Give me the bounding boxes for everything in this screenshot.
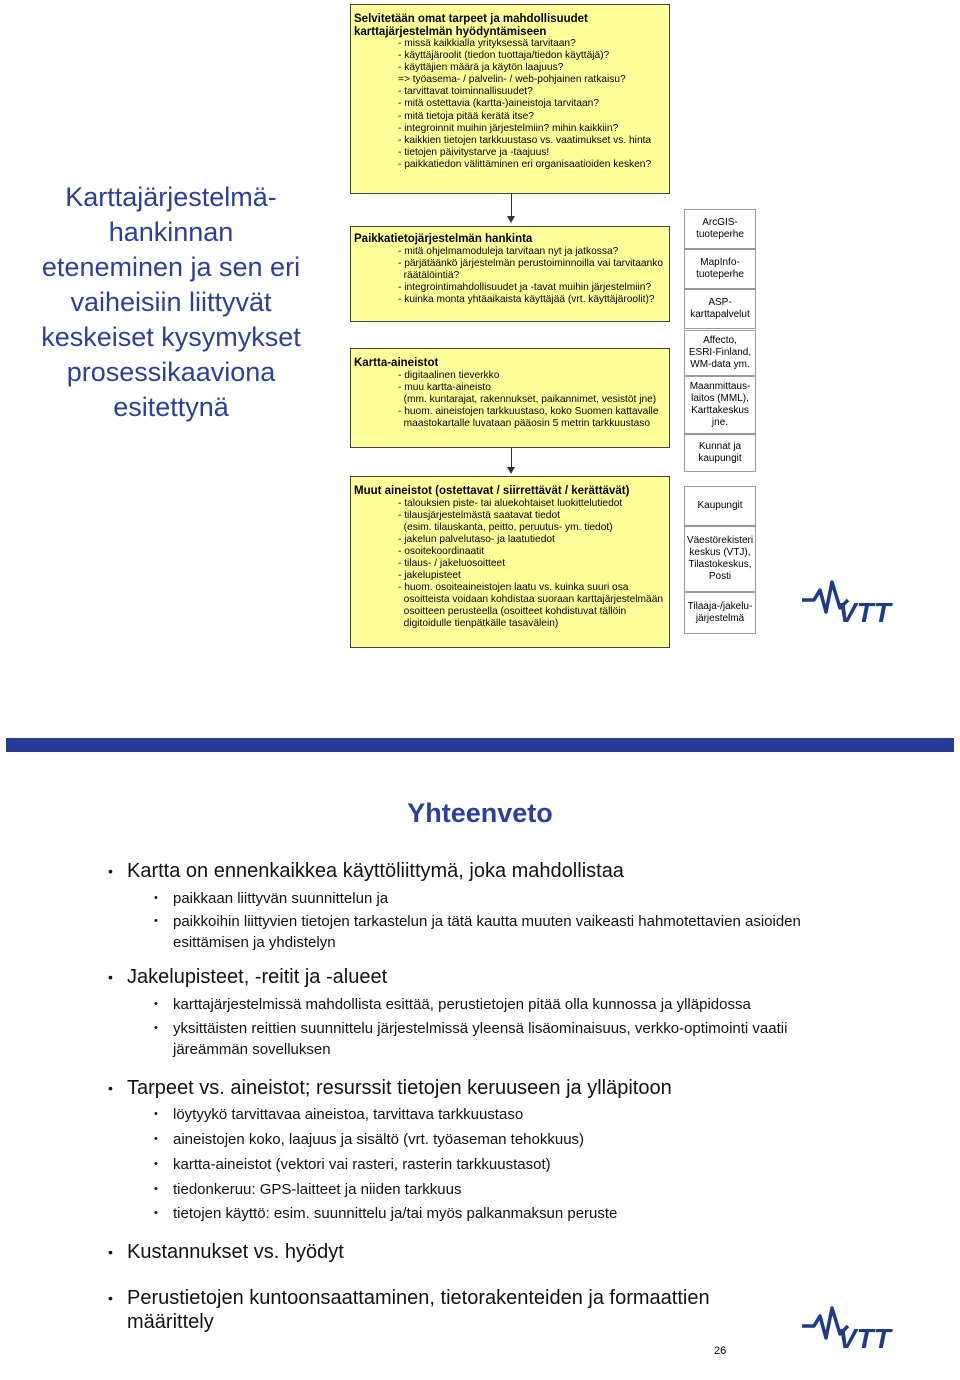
vtt-logo-text: VTT [838, 597, 891, 626]
bullet [110, 1240, 344, 1264]
map-data-item: - muu kartta-aineisto [398, 381, 491, 393]
bullet [110, 965, 387, 989]
vendor-label: ASP- karttapalvelut [690, 297, 750, 320]
needs-box [350, 4, 670, 194]
needs-item: - tietojen päivitystarve ja -taajuus! [398, 146, 550, 158]
flow-arrow [511, 448, 512, 468]
sub-bullet [156, 1203, 846, 1224]
vtt-logo-text: VTT [838, 1323, 891, 1352]
gis-box [350, 226, 670, 322]
gis-item: - pärjätäänkö järjestelmän perustoiminnoilla vai tarvitaanko [398, 257, 664, 269]
needs-box-title: Selvitetään omat tarpeet ja mahdollisuudet [354, 13, 588, 25]
gis-box-title: Paikkatietojärjestelmän hankinta [354, 233, 533, 245]
bullet [110, 1286, 790, 1334]
map-data-item: - huom. aineistojen tarkkuustaso, koko Suomen kattavalle [398, 405, 659, 417]
sub-bullet-text: • löytyykö tarvittavaa aineistoa, tarvittava tarkkuustaso [173, 1106, 524, 1123]
needs-item: - missä kaikkialla yrityksessä tarvitaan? [398, 38, 576, 49]
map-data-item: (mm. kuntarajat, rakennukset, paikannimet, vesistöt jne) [398, 393, 657, 405]
needs-item: - mitä tietoja pitää kerätä itse? [398, 110, 534, 122]
sub-bullet-text: • paikkoihin liittyvien tietojen tarkastelun ja tätä kautta muuten vaikeasti hahmotettavien asioiden esittämisen ja yhdistelyn [173, 913, 801, 951]
title-line: Karttajärjestelmä- [65, 182, 277, 212]
other-data-item: - talouksien piste- tai aluekohtaiset luokittelutiedot [398, 497, 623, 509]
supplier-box [684, 330, 756, 376]
source-box [684, 376, 756, 434]
sub-bullet-text: • yksittäisten reittien suunnittelu järjestelmissä yleensä lisäominaisuus, verkko-optimointi vaatii järeämmän sovelluksen [173, 1020, 788, 1058]
slide-separator-bar [6, 738, 954, 752]
sub-bullet-text: • tiedonkeruu: GPS-laitteet ja niiden tarkkuus [173, 1181, 462, 1198]
bullet-text: • Jakelupisteet, -reitit ja -alueet [127, 966, 388, 988]
vendor-box [684, 249, 756, 289]
sub-bullet [156, 1129, 846, 1150]
needs-box-title: karttajärjestelmän hyödyntämiseen [354, 25, 547, 38]
vendor-label: MapInfo- tuoteperhe [696, 257, 744, 280]
vtt-logo [800, 578, 916, 626]
needs-item: - paikkatiedon välittäminen eri organisaatioiden kesken? [398, 158, 652, 170]
sub-bullet-text: • karttajärjestelmissä mahdollista esittää, perustietojen pitää olla kunnossa ja ylläpidossa [173, 996, 751, 1013]
needs-item: - integroinnit muihin järjestelmiin? mihin kaikkiin? [398, 122, 619, 134]
arrow-head [507, 216, 515, 223]
map-data-box [350, 348, 670, 448]
sub-bullet [156, 1179, 846, 1200]
sub-bullet-text: • aineistojen koko, laajuus ja sisältö (vrt. työaseman tehokkuus) [173, 1131, 585, 1148]
bullet [110, 859, 624, 883]
slide-2-title: Yhteenveto [407, 798, 553, 828]
gis-item: - mitä ohjelmamoduleja tarvitaan nyt ja jatkossa? [398, 245, 619, 257]
other-data-item: - tilausjärjestelmästä saatavat tiedot [398, 509, 560, 521]
source-box [684, 592, 756, 634]
source-label: Tilaaja-/jakelu- järjestelmä [687, 601, 753, 624]
sub-bullet [156, 994, 846, 1015]
map-data-item: maastokartalle luvataan pääosin 5 metrin tarkkuustaso [398, 417, 650, 429]
source-box [684, 434, 756, 472]
sub-bullet [156, 1104, 846, 1125]
sub-bullet [156, 1154, 846, 1175]
title-line: eteneminen ja sen eri [41, 252, 301, 282]
gis-item: - integrointimahdollisuudet ja -tavat muihin järjestelmiin? [398, 281, 652, 293]
source-label: Maanmittaus- laitos (MML), Karttakeskus jne. [689, 381, 751, 428]
other-data-item: osoitteen perusteella (osoitteet kohdistuvat tällöin [398, 606, 627, 618]
bullet-text: • Kustannukset vs. hyödyt [127, 1241, 344, 1263]
sub-bullet-text: • paikkaan liittyvän suunnittelun ja [173, 890, 389, 907]
needs-item: - tarvittavat toiminnallisuudet? [398, 86, 533, 98]
other-data-item: - tilaus- / jakeluosoitteet [398, 557, 506, 569]
sub-bullet-text: • tietojen käyttö: esim. suunnittelu ja/tai myös palkanmaksun peruste [173, 1205, 618, 1222]
bullet-text: • Perustietojen kuntoonsaattaminen, tietorakenteiden ja formaattien määrittely [127, 1287, 710, 1333]
supplier-label: Affecto, ESRI-Finland, WM-data ym. [688, 335, 752, 370]
vtt-logo [800, 1304, 916, 1352]
sub-bullet [156, 888, 846, 909]
sub-bullet-text: • kartta-aineistot (vektori vai rasteri, rasterin tarkkuustasot) [173, 1156, 551, 1173]
bullet-text: • Tarpeet vs. aineistot; resurssit tietojen keruuseen ja ylläpitoon [127, 1077, 672, 1099]
map-data-item: - digitaalinen tieverkko [398, 369, 500, 381]
other-data-item: - huom. osoiteaineistojen laatu vs. kuinka suuri osa [398, 582, 629, 594]
source-label: Väestörekisteri keskus (VTJ), Tilastokeskus, Posti [686, 535, 754, 582]
bullet [110, 1076, 672, 1100]
source-label: Kunnat ja kaupungit [698, 441, 742, 464]
vendor-label: ArcGIS- tuoteperhe [696, 217, 744, 240]
other-data-item: - jakelupisteet [398, 570, 461, 582]
vendor-box [684, 209, 756, 249]
vendor-box [684, 289, 756, 329]
source-box [684, 526, 756, 592]
title-line: keskeiset kysymykset [41, 322, 301, 352]
other-data-item: (esim. tilauskanta, peitto, peruutus- ym. tiedot) [398, 521, 613, 533]
title-line: vaiheisiin liittyvät [70, 287, 272, 317]
other-data-item: - osoitekoordinaatit [398, 545, 485, 557]
title-line: hankinnan [108, 217, 234, 247]
sub-bullet [156, 911, 846, 953]
page-number: 26 [714, 1345, 727, 1357]
needs-item: - käyttäjäroolit (tiedon tuottaja/tiedon käyttäjä)? [398, 50, 610, 62]
other-data-item: digitoidulle tienpätkälle tasavälein) [398, 618, 559, 630]
sub-bullet [156, 1018, 846, 1060]
map-data-box-title: Kartta-aineistot [354, 357, 439, 369]
bullet-text: • Kartta on ennenkaikkea käyttöliittymä, joka mahdollistaa [127, 860, 624, 882]
flow-arrow [511, 194, 512, 216]
needs-item: - käyttäjien määrä ja käytön laajuus? [398, 62, 564, 74]
other-data-item: osoitteista voidaan kohdistaa suoraan karttajärjestelmään [398, 594, 664, 606]
needs-item: => työasema- / palvelin- / web-pohjainen ratkaisu? [398, 74, 626, 86]
needs-item: - kaikkien tietojen tarkkuustaso vs. vaatimukset vs. hinta [398, 134, 652, 146]
title-line: esitettynä [113, 392, 229, 422]
gis-item: räätälöintiä? [398, 269, 460, 281]
other-data-box-title: Muut aineistot (ostettavat / siirrettävät / kerättävät) [354, 485, 630, 497]
slide-1-title [12, 180, 330, 425]
gis-item: - kuinka monta yhtäaikaista käyttäjää (vrt. käyttäjäroolit)? [398, 293, 655, 305]
needs-item: - mitä ostettavia (kartta-)aineistoja tarvitaan? [398, 98, 600, 110]
source-box [684, 486, 756, 526]
arrow-head [507, 467, 515, 474]
title-line: prosessikaaviona [66, 357, 276, 387]
source-label: Kaupungit [697, 500, 743, 511]
other-data-item: - jakelun palvelutaso- ja laatutiedot [398, 533, 555, 545]
other-data-box [350, 476, 670, 648]
